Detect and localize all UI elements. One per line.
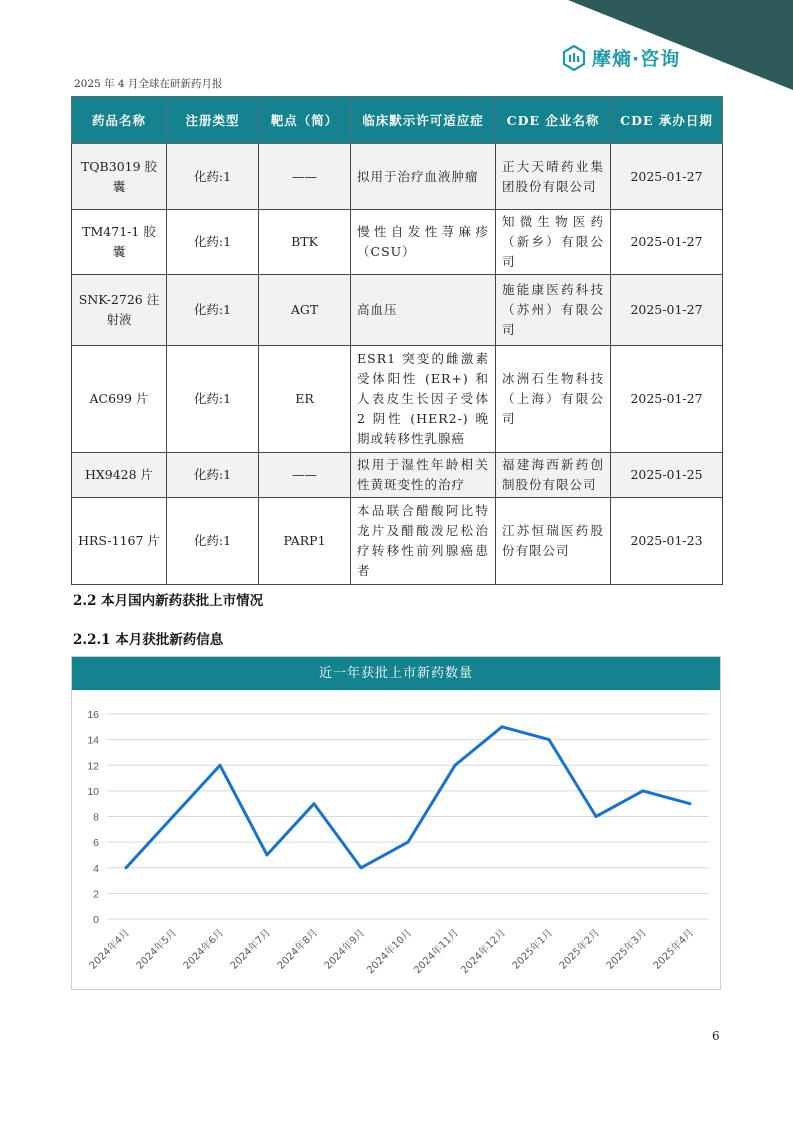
col-header-target: 靶点（简） [259,97,351,144]
report-title: 2025 年 4 月全球在研新药月报 [74,78,223,90]
cell-company: 知微生物医药（新乡）有限公司 [496,210,611,275]
table-row [72,210,723,275]
data-point [313,802,316,805]
y-tick-label: 0 [93,914,99,926]
cell-date: 2025-01-27 [611,210,723,275]
series-line [126,727,690,868]
cell-registration-type: 化药:1 [167,346,259,453]
line-chart [72,690,720,989]
cell-indication: 高血压 [351,275,496,346]
cell-date: 2025-01-27 [611,144,723,210]
x-tick-label: 2025年4月 [651,927,697,972]
table-row [72,144,723,210]
cell-target: —— [259,144,351,210]
logo-text: 摩熵·咨询 [592,48,681,70]
y-tick-label: 2 [93,888,99,901]
data-point [219,764,222,767]
table-row [72,498,723,585]
chart-title: 近一年获批上市新药数量 [72,657,720,690]
cell-target: ER [259,346,351,453]
cell-indication: 拟用于湿性年龄相关性黄斑变性的治疗 [351,453,496,498]
y-tick-label: 14 [87,734,99,747]
cell-registration-type: 化药:1 [167,275,259,346]
x-tick-label: 2025年2月 [557,927,603,972]
data-point [501,725,504,728]
cell-registration-type: 化药:1 [167,498,259,585]
x-tick-label: 2024年11月 [412,927,462,977]
data-point [172,815,175,818]
data-point [407,841,410,844]
y-tick-label: 8 [93,811,99,824]
y-tick-label: 12 [87,760,99,773]
y-tick-label: 4 [93,862,99,875]
cell-date: 2025-01-23 [611,498,723,585]
cell-registration-type: 化药:1 [167,453,259,498]
y-tick-label: 16 [87,709,99,721]
y-tick-label: 10 [87,785,99,798]
cell-drug-name: TM471-1 胶囊 [72,210,167,275]
cell-company: 施能康医药科技（苏州）有限公司 [496,275,611,346]
cell-company: 正大天晴药业集团股份有限公司 [496,144,611,210]
x-tick-label: 2025年3月 [604,927,650,972]
cell-target: —— [259,453,351,498]
section-heading-2-2-1: 2.2.1 本月获批新药信息 [73,632,224,648]
table-row [72,275,723,346]
page-number: 6 [712,1029,720,1043]
cell-date: 2025-01-25 [611,453,723,498]
chart-container [71,656,721,990]
cell-target: AGT [259,275,351,346]
cell-company: 江苏恒瑞医药股份有限公司 [496,498,611,585]
cell-drug-name: TQB3019 胶囊 [72,144,167,210]
x-tick-label: 2024年6月 [181,927,227,972]
x-tick-label: 2024年8月 [275,927,321,972]
x-tick-label: 2025年1月 [510,927,556,972]
x-tick-label: 2024年10月 [365,927,415,977]
cell-date: 2025-01-27 [611,275,723,346]
data-point [642,789,645,792]
col-header-date: CDE 承办日期 [611,97,723,144]
x-tick-label: 2024年9月 [322,927,368,972]
col-header-indication: 临床默示许可适应症 [351,97,496,144]
x-tick-label: 2024年4月 [87,927,133,972]
table-header-row [72,97,723,144]
drug-table [71,96,723,585]
data-point [125,866,128,869]
data-point [454,764,457,767]
cell-drug-name: AC699 片 [72,346,167,453]
cell-indication: 拟用于治疗血液肿瘤 [351,144,496,210]
col-header-company: CDE 企业名称 [496,97,611,144]
table-row [72,346,723,453]
x-tick-label: 2024年12月 [459,927,509,977]
cell-drug-name: SNK-2726 注射液 [72,275,167,346]
brand-logo [562,44,680,71]
logo-icon [562,45,586,71]
cell-target: BTK [259,210,351,275]
col-header-drug-name: 药品名称 [72,97,167,144]
data-point [548,738,551,741]
cell-registration-type: 化药:1 [167,210,259,275]
cell-drug-name: HRS-1167 片 [72,498,167,585]
data-point [689,802,692,805]
cell-date: 2025-01-27 [611,346,723,453]
x-tick-label: 2024年5月 [134,927,180,972]
cell-drug-name: HX9428 片 [72,453,167,498]
data-point [266,853,269,856]
cell-indication: ESR1 突变的雌激素受体阳性 (ER+) 和人表皮生长因子受体 2 阴性 (HER2-) 晚期或转移性乳腺癌 [351,346,496,453]
cell-indication: 慢性自发性荨麻疹（CSU） [351,210,496,275]
cell-indication: 本品联合醋酸阿比特龙片及醋酸泼尼松治疗转移性前列腺癌患者 [351,498,496,585]
cell-registration-type: 化药:1 [167,144,259,210]
data-point [595,815,598,818]
y-tick-label: 6 [93,837,99,850]
cell-company: 冰洲石生物科技（上海）有限公司 [496,346,611,453]
cell-company: 福建海西新药创制股份有限公司 [496,453,611,498]
x-tick-label: 2024年7月 [228,927,274,972]
table-row [72,453,723,498]
cell-target: PARP1 [259,498,351,585]
data-point [360,866,363,869]
section-heading-2-2: 2.2 本月国内新药获批上市情况 [73,593,264,609]
col-header-registration-type: 注册类型 [167,97,259,144]
